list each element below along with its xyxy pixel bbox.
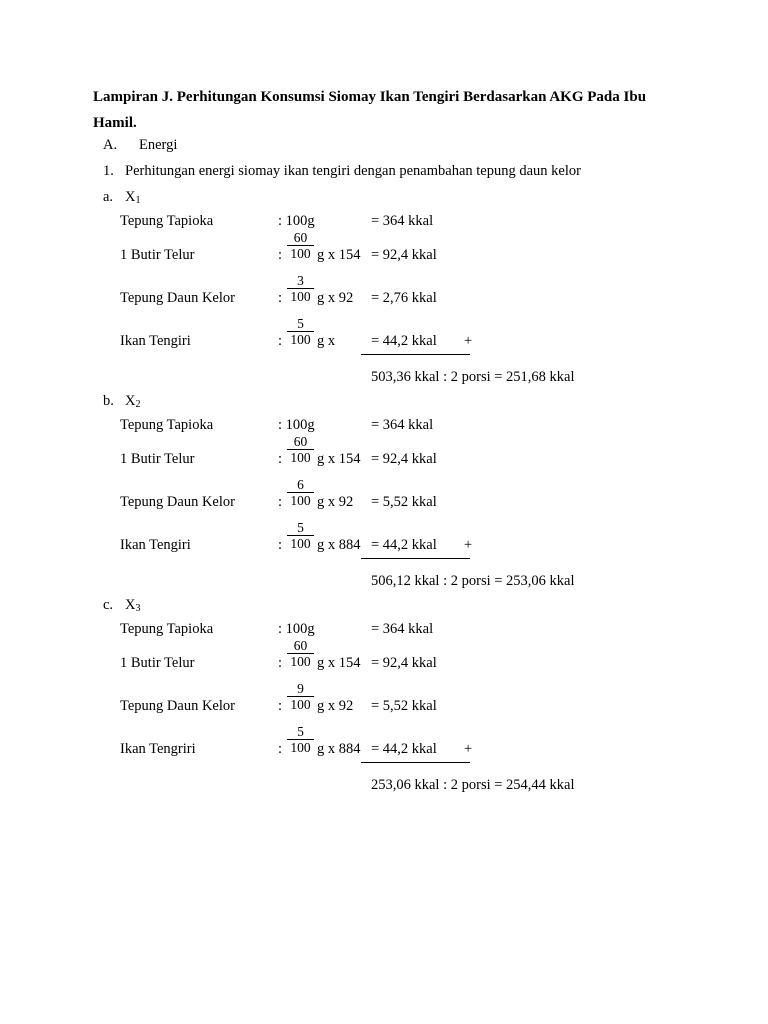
group-variable [125,393,140,410]
amount-fraction [287,273,314,304]
amount-fraction [287,316,314,347]
amount-multiplier: g x 154 [317,655,361,671]
amount-multiplier: g x 154 [317,451,361,467]
ingredient-amount: : 100g [278,621,315,637]
group-variable-subscript: 2 [135,399,141,410]
group-letter: b. [103,393,114,409]
ingredient-name: Tepung Tapioka [120,213,214,229]
sum-plus-sign: + [464,537,473,553]
fraction-numerator: 60 [293,638,308,653]
fraction-denominator: 100 [290,246,311,261]
ingredient-amount: : 100g [278,417,315,433]
group-total: 253,06 kkal : 2 porsi = 254,44 kkal [371,777,575,793]
amount-fraction [287,434,314,465]
amount-multiplier: g x 884 [317,537,361,553]
sum-plus-sign: + [464,333,473,349]
amount-colon: : [278,451,283,467]
energy-result: = 44,2 kkal [371,537,437,553]
sum-underline [361,558,470,559]
fraction-numerator: 6 [297,477,304,492]
group-total: 506,12 kkal : 2 porsi = 253,06 kkal [371,573,575,589]
energy-result: = 364 kkal [371,213,434,229]
energy-result: = 92,4 kkal [371,247,437,263]
sum-plus-sign: + [464,741,473,757]
fraction-denominator: 100 [290,493,311,508]
amount-fraction [287,638,314,669]
fraction-numerator: 5 [297,724,304,739]
energy-result: = 364 kkal [371,621,434,637]
fraction-denominator: 100 [290,740,311,755]
group-letter: a. [103,189,114,205]
fraction-denominator: 100 [290,289,311,304]
fraction-numerator: 60 [293,434,308,449]
amount-colon: : [278,247,283,263]
ingredient-name: Tepung Tapioka [120,621,214,637]
group-variable-subscript: 3 [135,603,141,614]
amount-colon: : [278,655,283,671]
energy-result: = 5,52 kkal [371,698,437,714]
amount-multiplier: g x 92 [317,698,354,714]
ingredient-name: Ikan Tengriri [120,741,196,757]
ingredient-name: Tepung Daun Kelor [120,494,235,510]
amount-fraction [287,724,314,755]
section-label: Energi [139,137,178,153]
ingredient-name: 1 Butir Telur [120,247,195,263]
group-variable-name: X [125,393,136,409]
amount-fraction [287,477,314,508]
energy-result: = 44,2 kkal [371,333,437,349]
amount-colon: : [278,333,283,349]
amount-multiplier: g x 92 [317,494,354,510]
group-variable [125,597,140,614]
section-letter: A. [103,137,118,153]
group-variable [125,189,140,206]
amount-colon: : [278,741,283,757]
amount-colon: : [278,698,283,714]
amount-multiplier: g x 92 [317,290,354,306]
amount-multiplier: g x 154 [317,247,361,263]
fraction-numerator: 3 [297,273,304,288]
amount-colon: : [278,290,283,306]
fraction-numerator: 5 [297,316,304,331]
ingredient-name: Tepung Daun Kelor [120,698,235,714]
amount-fraction [287,520,314,551]
sum-underline [361,354,470,355]
amount-multiplier: g x 884 [317,741,361,757]
amount-fraction [287,230,314,261]
group-variable-subscript: 1 [135,195,141,206]
fraction-numerator: 5 [297,520,304,535]
fraction-numerator: 9 [297,681,304,696]
energy-result: = 2,76 kkal [371,290,437,306]
group-variable-name: X [125,597,136,613]
ingredient-name: Tepung Tapioka [120,417,214,433]
fraction-denominator: 100 [290,332,311,347]
energy-result: = 92,4 kkal [371,655,437,671]
subsection-label: Perhitungan energi siomay ikan tengiri dengan penambahan tepung daun kelor [125,163,581,179]
fraction-numerator: 60 [293,230,308,245]
fraction-denominator: 100 [290,654,311,669]
ingredient-name: Tepung Daun Kelor [120,290,235,306]
energy-result: = 5,52 kkal [371,494,437,510]
amount-fraction [287,681,314,712]
ingredient-name: Ikan Tengiri [120,333,191,349]
sum-underline [361,762,470,763]
fraction-denominator: 100 [290,450,311,465]
document-title: Lampiran J. Perhitungan Konsumsi Siomay Ikan Tengiri Berdasarkan AKG Pada Ibu Hamil. [93,89,647,131]
amount-colon: : [278,494,283,510]
subsection-number: 1. [103,163,114,179]
amount-multiplier: g x [317,333,336,349]
energy-result: = 44,2 kkal [371,741,437,757]
group-variable-name: X [125,189,136,205]
fraction-denominator: 100 [290,697,311,712]
ingredient-name: 1 Butir Telur [120,451,195,467]
group-letter: c. [103,597,114,613]
fraction-denominator: 100 [290,536,311,551]
ingredient-amount: : 100g [278,213,315,229]
group-total: 503,36 kkal : 2 porsi = 251,68 kkal [371,369,575,385]
amount-colon: : [278,537,283,553]
ingredient-name: Ikan Tengiri [120,537,191,553]
ingredient-name: 1 Butir Telur [120,655,195,671]
energy-result: = 92,4 kkal [371,451,437,467]
energy-result: = 364 kkal [371,417,434,433]
